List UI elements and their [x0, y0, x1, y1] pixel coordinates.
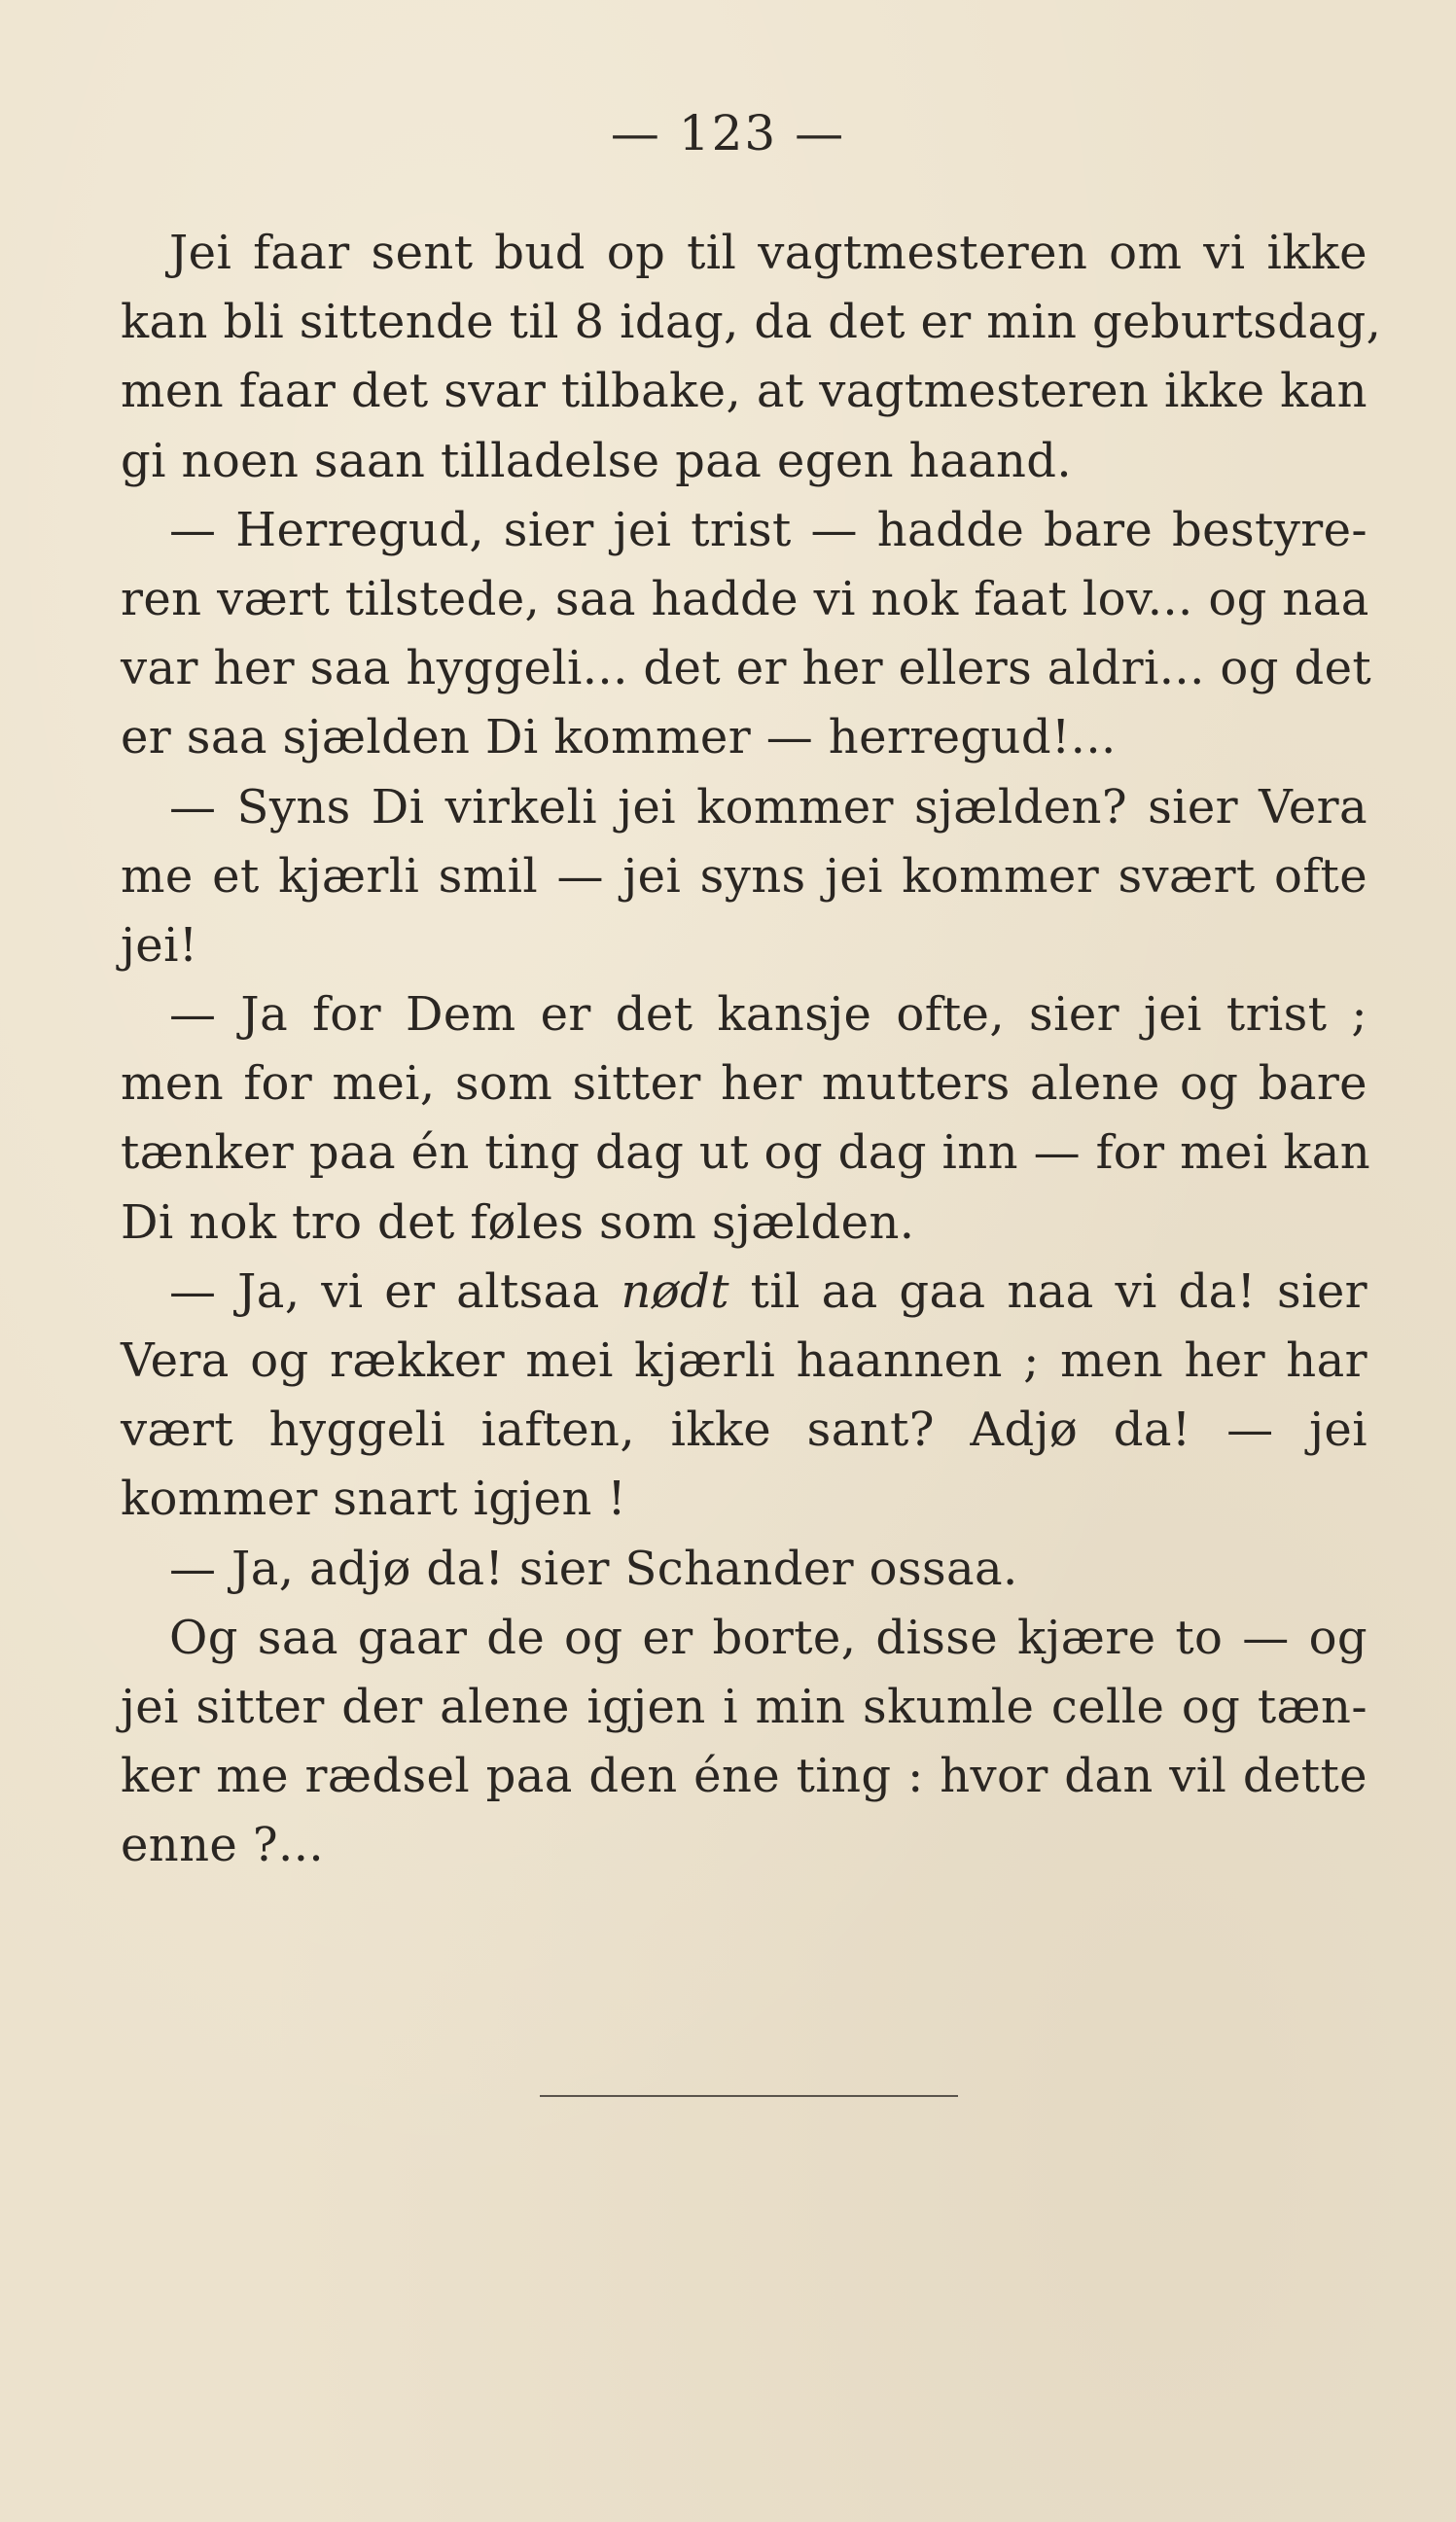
text-line: tænker paa én ting dag ut og dag inn — for mei kan	[121, 1125, 1371, 1181]
text-line: Di nok tro det føles som sjælden.	[121, 1194, 915, 1250]
text-line: — Ja for Dem er det kansje ofte, sier jei trist ;	[169, 987, 1367, 1043]
text-line: jei!	[121, 917, 198, 973]
text-line: Vera og rækker mei kjærli haannen ; men her har	[121, 1333, 1367, 1388]
end-divider	[540, 2095, 958, 2097]
text-line: var her saa hyggeli... det er her ellers aldri... og det	[121, 641, 1372, 696]
text-line: — Syns Di virkeli jei kommer sjælden? sier Vera	[169, 779, 1367, 835]
text-line: gi noen saan tilladelse paa egen haand.	[121, 433, 1073, 488]
text-line: Og saa gaar de og er borte, disse kjære to — og	[169, 1610, 1367, 1665]
text-line: jei sitter der alene igjen i min skumle celle og tæn-	[121, 1679, 1367, 1734]
text-line: men for mei, som sitter her mutters alene og bare	[121, 1056, 1367, 1112]
text-line: enne ?...	[121, 1818, 325, 1873]
text-line: kan bli sittende til 8 idag, da det er min geburtsdag,	[121, 295, 1382, 350]
text-fragment: — Ja, vi er altsaa	[169, 1263, 621, 1319]
text-fragment: til aa gaa naa vi da! sier	[728, 1263, 1367, 1319]
text-line: ker me rædsel paa den éne ting : hvor dan vil dette	[121, 1749, 1367, 1804]
page-number: — 123 —	[610, 105, 846, 161]
text-line: er saa sjælden Di kommer — herregud!...	[121, 710, 1117, 765]
text-line: kommer snart igjen !	[121, 1472, 627, 1527]
body-text	[121, 219, 1382, 1881]
text-line: Jei faar sent bud op til vagtmesteren om vi ikke	[169, 226, 1367, 280]
text-line: vært hyggeli iaften, ikke sant? Adjø da! — jei	[121, 1403, 1367, 1458]
emphasized-word: nødt	[621, 1263, 729, 1319]
text-line: men faar det svar tilbake, at vagtmesteren ikke kan	[121, 364, 1367, 419]
text-line: ren vært tilstede, saa hadde vi nok faat lov... og naa	[121, 571, 1369, 626]
text-line: me et kjærli smil — jei syns jei kommer svært ofte	[121, 848, 1367, 904]
text-line-emphasis	[121, 1258, 1367, 1327]
text-line: — Ja, adjø da! sier Schander ossaa.	[169, 1541, 1018, 1596]
text-line: — Herregud, sier jei trist — hadde bare bestyre-	[169, 502, 1367, 557]
